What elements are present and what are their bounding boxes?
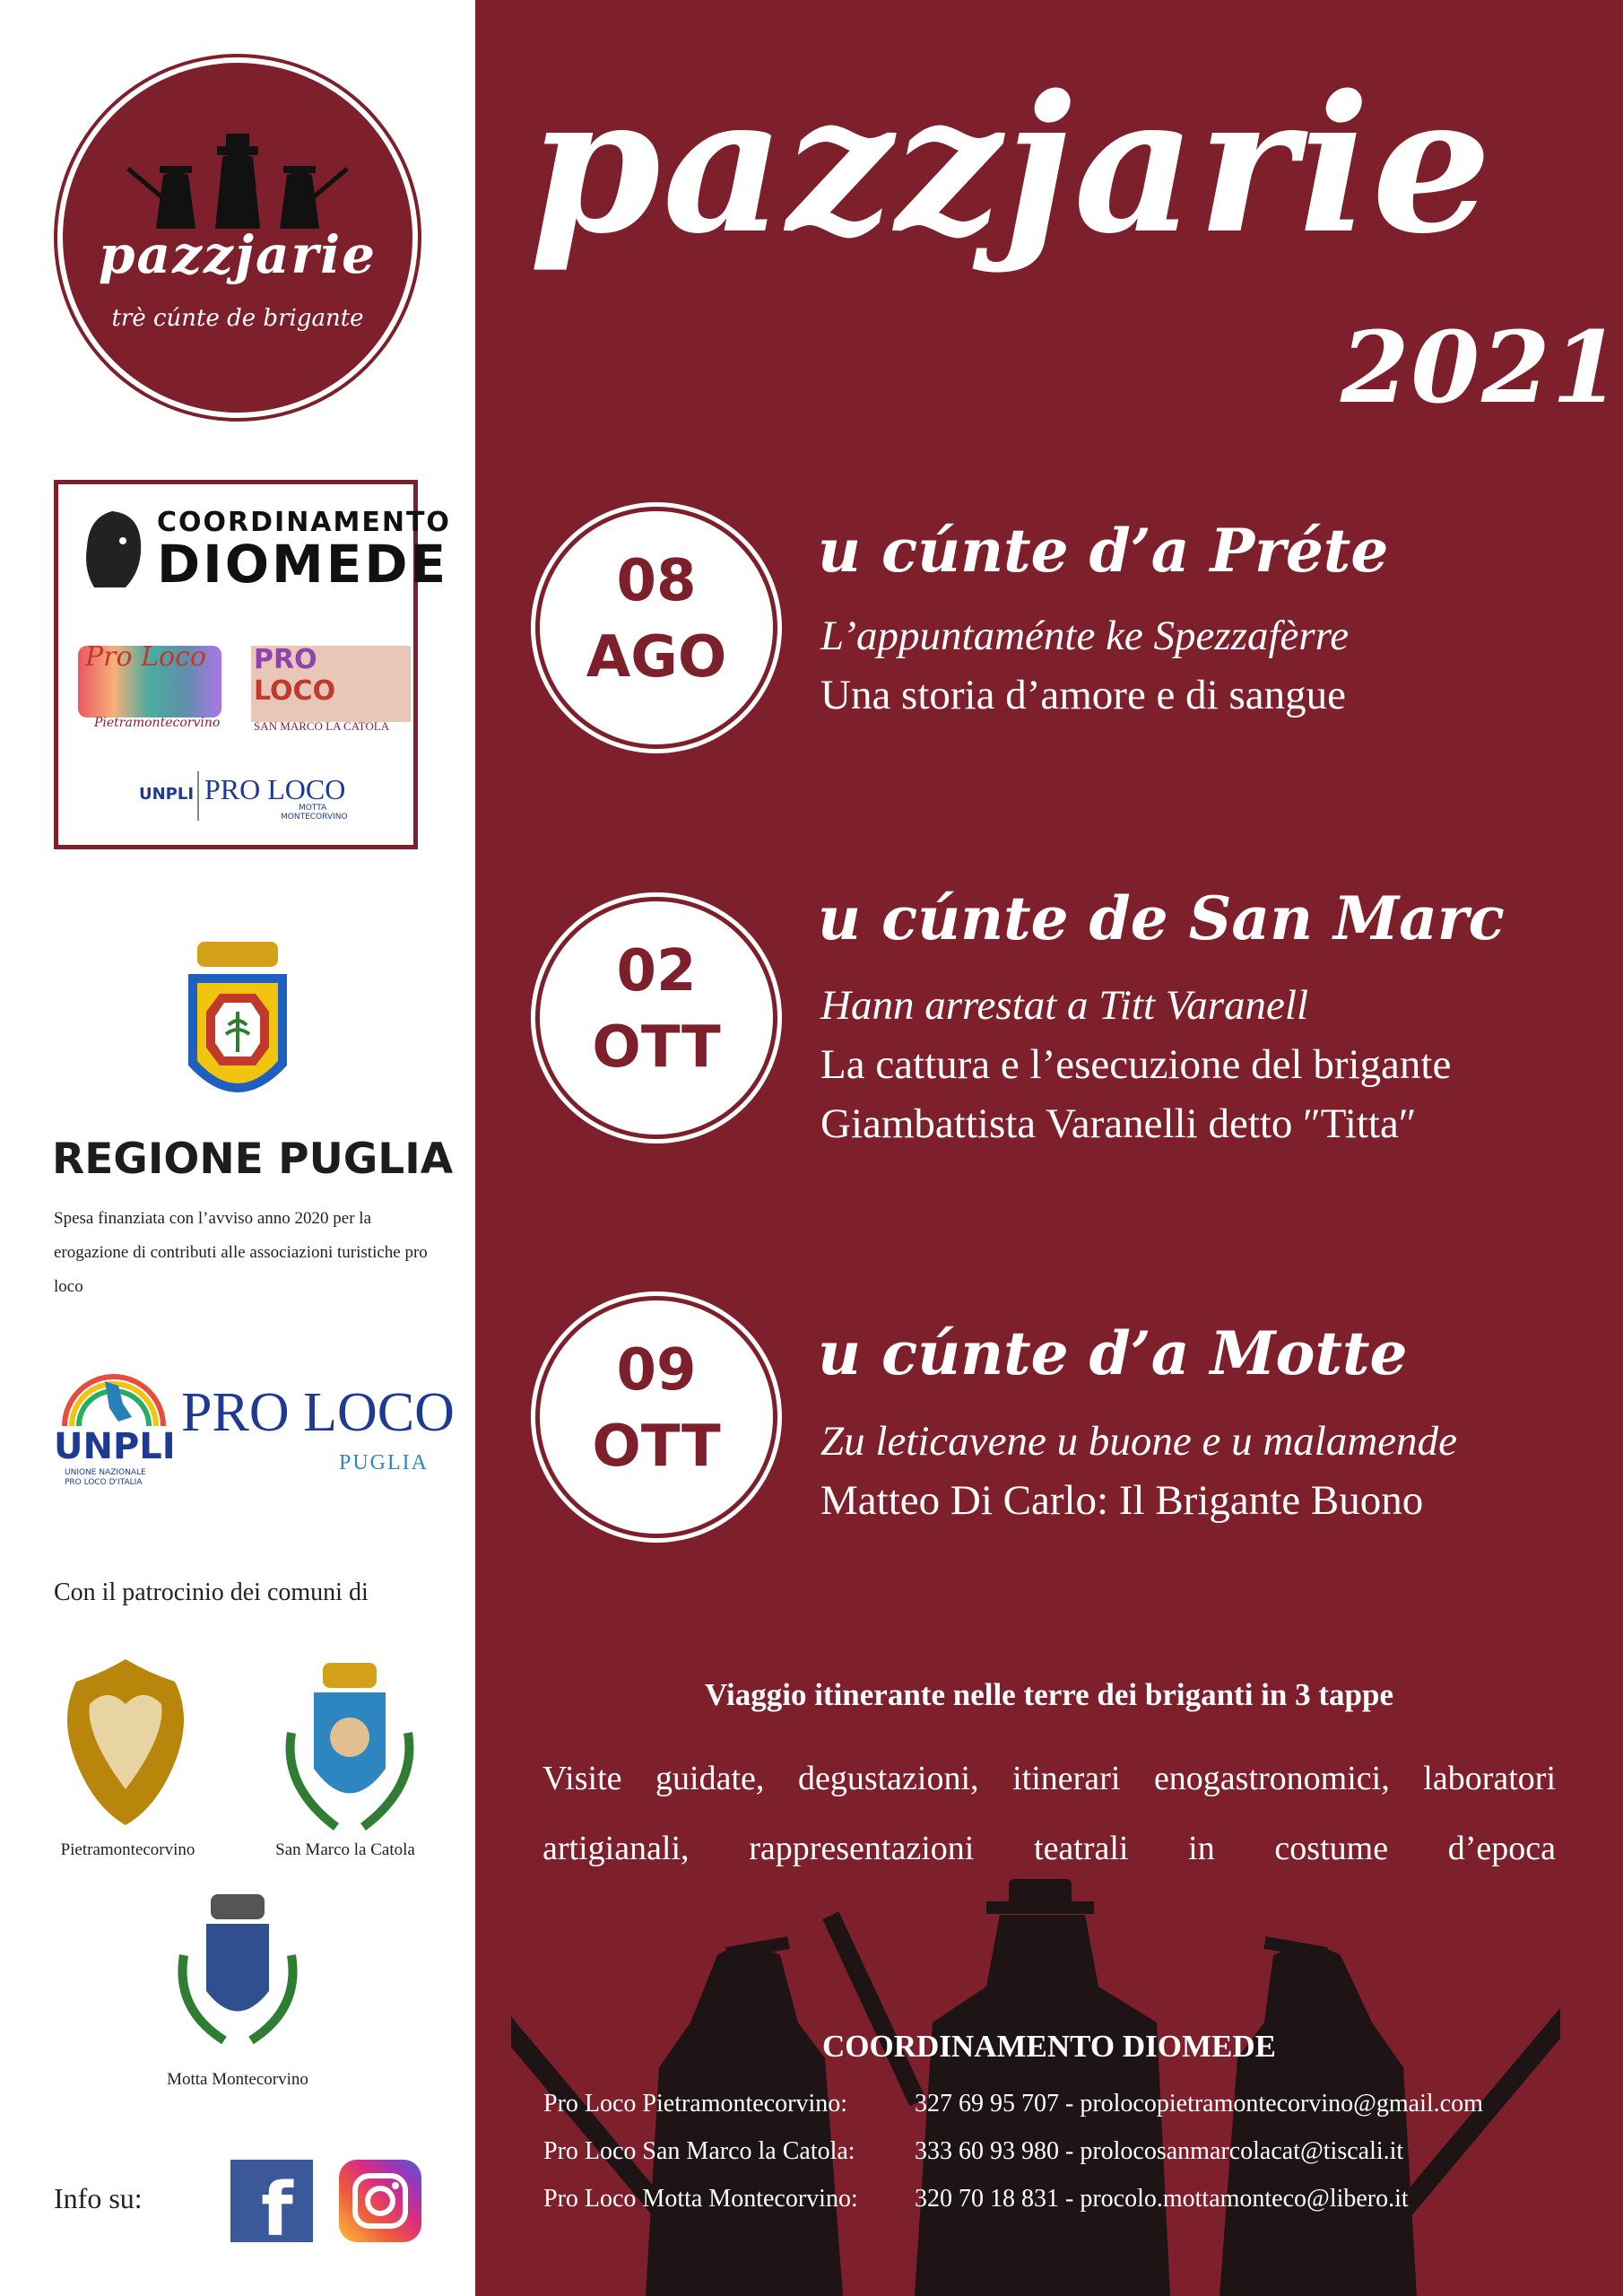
proloco-pietra-name: Pro Loco [85, 641, 206, 673]
brigands-silhouette-icon [511, 1870, 1560, 2296]
event-3-month: OTT [592, 1413, 721, 1480]
event-2-day: 02 [616, 938, 697, 1004]
poster-year: 2021 [1341, 309, 1623, 425]
contact-1-label: Pro Loco Pietramontecorvino: [543, 2090, 848, 2118]
event-2-subtitle: Hann arrestat a Titt Varanell [820, 982, 1309, 1029]
contact-1-value[interactable]: 327 69 95 707 - prolocopietramontecorvino@gmail.com [915, 2090, 1483, 2118]
regione-puglia-coat-of-arms-icon [179, 940, 296, 1115]
event-1-description: Una storia d’amore e di sangue [820, 672, 1346, 718]
viaggio-description: Visite guidate, degustazioni, itinerari enogastronomici, laboratori artigianali, rappresentazioni teatrali in costume d’epoca [542, 1760, 1556, 1867]
proloco-motta-name: PRO LOCO [204, 773, 346, 805]
event-3-subtitle: Zu leticavene u buone e u malamende [820, 1418, 1458, 1465]
event-3-description: Matteo Di Carlo: Il Brigante Buono [820, 1477, 1424, 1524]
contact-2-value[interactable]: 333 60 93 980 - prolocosanmarcolacat@tiscali.it [915, 2137, 1404, 2165]
event-2-description-1: La cattura e l’esecuzione del brigante [820, 1041, 1452, 1088]
proloco-motta-town-b: MONTECORVINO [281, 813, 348, 822]
pietramontecorvino-coat-of-arms-icon [58, 1655, 193, 1830]
instagram-icon[interactable] [339, 2160, 421, 2242]
unpli-brand: UNPLI [54, 1426, 176, 1467]
unpli-sub-1: UNIONE NAZIONALE [65, 1468, 146, 1477]
contact-3-value[interactable]: 320 70 18 831 - procolo.mottamonteco@libero.it [915, 2185, 1409, 2213]
event-1-month: AGO [586, 624, 727, 691]
event-1-title: u cúnte d’a Préte [818, 516, 1389, 586]
event-2-title: u cúnte de San Marc [818, 883, 1505, 953]
sanmarco-coat-of-arms-icon [273, 1661, 421, 1836]
contact-3-label: Pro Loco Motta Montecorvino: [543, 2185, 858, 2213]
brigands-logo-icon [117, 130, 359, 233]
partners-box [54, 480, 451, 849]
proloco-sanmarco-town: SAN MARCO LA CATOLA [254, 719, 390, 733]
proloco-sanmarco-pro: PRO [254, 644, 317, 675]
event-2-description-2: Giambattista Varanelli detto ″Titta″ [820, 1100, 1417, 1147]
event-3-title: u cúnte d’a Motte [818, 1318, 1408, 1388]
logo-subtitle: trè cúnte de brigante [111, 305, 364, 332]
unpli-label: UNPLI [139, 785, 195, 804]
town-pietramontecorvino: Pietramontecorvino [60, 1840, 195, 1859]
regione-puglia-title: REGIONE PUGLIA [52, 1135, 454, 1184]
proloco-motta-town-a: MOTTA [299, 804, 327, 813]
left-sidebar [0, 0, 475, 2296]
event-1-subtitle: L’appuntaménte ke Spezzafèrre [820, 613, 1350, 659]
diomede-head-icon [76, 507, 148, 592]
unpli-rainbow-icon [56, 1363, 172, 1435]
proloco-puglia-region: PUGLIA [339, 1451, 429, 1474]
logo-name: pazzjarie [98, 224, 378, 285]
event-1-day: 08 [616, 548, 697, 614]
divider [197, 771, 199, 821]
event-3-day: 09 [616, 1337, 697, 1404]
facebook-icon[interactable] [230, 2160, 313, 2242]
coordinamento-label: COORDINAMENTO [157, 507, 451, 538]
proloco-sanmarco-loco: LOCO [254, 675, 336, 707]
viaggio-title: Viaggio itinerante nelle terre dei briganti in 3 tappe [705, 1677, 1393, 1712]
event-2-month: OTT [592, 1014, 721, 1081]
footer-title: COORDINAMENTO DIOMEDE [822, 2029, 1276, 2064]
town-motta: Motta Montecorvino [167, 2070, 308, 2089]
svg-text:f: f [261, 2168, 293, 2242]
poster-title: pazzjarie [529, 54, 1494, 275]
diomede-label: DIOMEDE [157, 534, 449, 595]
contact-2-label: Pro Loco San Marco la Catola: [543, 2137, 855, 2165]
unpli-sub-2: PRO LOCO D'ITALIA [65, 1478, 143, 1487]
motta-coat-of-arms-icon [166, 1892, 309, 2049]
town-sanmarco: San Marco la Catola [275, 1840, 415, 1859]
patrocinio-label: Con il patrocinio dei comuni di [54, 1578, 369, 1606]
regione-puglia-note: Spesa finanziata con l’avviso anno 2020 per la erogazione di contributi alle associazioni turistiche pro loco [54, 1209, 428, 1296]
proloco-pietra-town: Pietramontecorvino [94, 716, 221, 730]
info-label: Info su: [54, 2182, 143, 2214]
proloco-puglia-name: PRO LOCO [181, 1382, 455, 1443]
